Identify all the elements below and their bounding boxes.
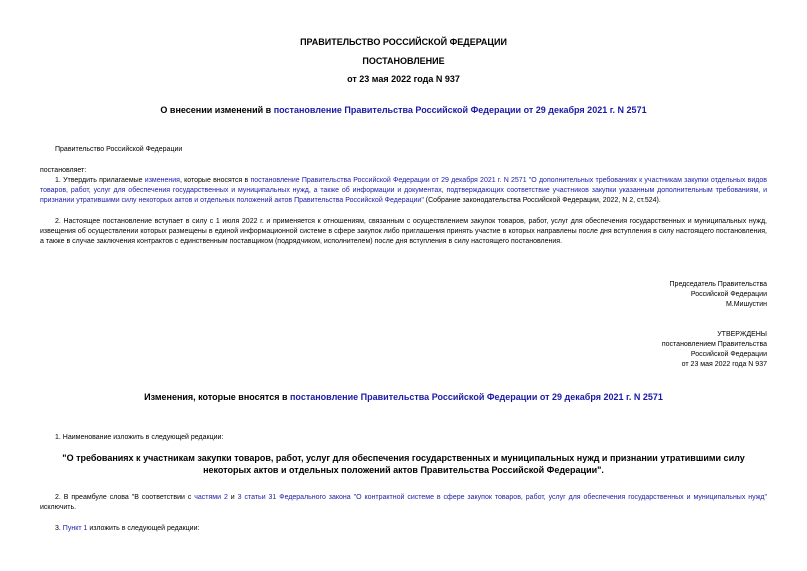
new-title-quote: "О требованиях к участникам закупки товаров, работ, услуг для обеспечения государственных и муниципальных нужд и признании утратившими силу некоторых актов и отдельных положений актов Правительства Российской Федерации". <box>62 453 745 475</box>
change-2-paragraph <box>40 493 767 513</box>
change-1-text: 1. Наименование изложить в следующей редакции: <box>55 434 224 441</box>
item-1-text-a: 1. Утвердить прилагаемые <box>55 177 145 184</box>
signature-position: Председатель Правительства <box>669 281 767 288</box>
approval-line-4: от 23 мая 2022 года N 937 <box>681 361 767 368</box>
approval-heading: УТВЕРЖДЕНЫ <box>717 331 767 338</box>
approval-block <box>662 330 767 370</box>
approval-line-2: постановлением Правительства <box>661 341 767 348</box>
approval-line-3: Российской Федерации <box>690 351 767 358</box>
changes-title-prefix: Изменения, которые вносятся в <box>144 392 290 402</box>
resolves-text: постановляет: <box>40 167 87 174</box>
article-31-link[interactable]: 3 статьи 31 Федерального закона "О контрактной системе в сфере закупок товаров, работ, услуг для обеспечения государственных и муниципальных нужд" <box>237 494 767 501</box>
document-title <box>0 105 807 115</box>
amended-resolution-link[interactable]: постановление Правительства Российской Федерации от 29 декабря 2021 г. N 2571 <box>273 105 647 115</box>
changes-title <box>0 392 807 402</box>
signature-name: М.Мишустин <box>725 301 767 308</box>
change-3-text-b: изложить в следующей редакции: <box>87 525 200 532</box>
change-2-text-a: 2. В преамбуле слова "В соответствии с <box>55 494 195 501</box>
change-2-text-b: и <box>227 494 238 501</box>
item-1-paragraph <box>40 176 767 206</box>
change-2-text-c: исключить. <box>40 504 77 511</box>
issuer-text: Правительство Российской Федерации <box>55 146 183 153</box>
resolution-2571-link[interactable]: постановление Правительства Российской Федерации от 29 декабря 2021 г. N 2571 "О дополнительных требованиях к участникам закупки отдельных видов товаров, работ, услуг для обеспечения государственных и муниципальных нужд, а также об информации и документах, подтверждающих соответствие участников закупки указанным дополнительным требованиям, и признании утратившими силу некоторых актов и отдельных положений актов Правительства Российской Федерации" <box>40 177 767 204</box>
item-2-paragraph: 2. Настоящее постановление вступает в силу с 1 июля 2022 г. и применяется к отношениям, связанным с осуществлением закупок товаров, работ, услуг для обеспечения государственных и муниципальных нужд, извещения об осуществлении которых размещены в единой информационной системе в сфере закупок либо приглашения принять участие в которых направлены после дня вступления в силу настоящего постановления, а также в случае заключения контрактов с единственным поставщиком (подрядчиком, исполнителем) после дня вступления в силу настоящего постановления. <box>40 218 767 245</box>
signature-organization: Российской Федерации <box>690 291 767 298</box>
government-heading: ПРАВИТЕЛЬСТВО РОССИЙСКОЙ ФЕДЕРАЦИИ <box>300 37 507 47</box>
changes-resolution-link[interactable]: постановление Правительства Российской Федерации от 29 декабря 2021 г. N 2571 <box>290 392 663 402</box>
point-1-link[interactable]: Пункт 1 <box>62 525 88 532</box>
changes-link[interactable]: изменения <box>144 177 180 184</box>
item-1-text-c: (Собрание законодательства Российской Федерации, 2022, N 2, ст.524). <box>423 197 661 204</box>
document-title-prefix: О внесении изменений в <box>160 105 274 115</box>
doc-type-heading: ПОСТАНОВЛЕНИЕ <box>362 56 445 66</box>
item-1-text-b: , которые вносятся в <box>179 177 251 184</box>
change-3-paragraph <box>55 524 199 534</box>
parts-2-link[interactable]: частями 2 <box>194 494 228 501</box>
doc-date-line: от 23 мая 2022 года N 937 <box>347 74 460 84</box>
change-3-text-a: 3. <box>55 525 63 532</box>
signature-block <box>670 280 767 310</box>
